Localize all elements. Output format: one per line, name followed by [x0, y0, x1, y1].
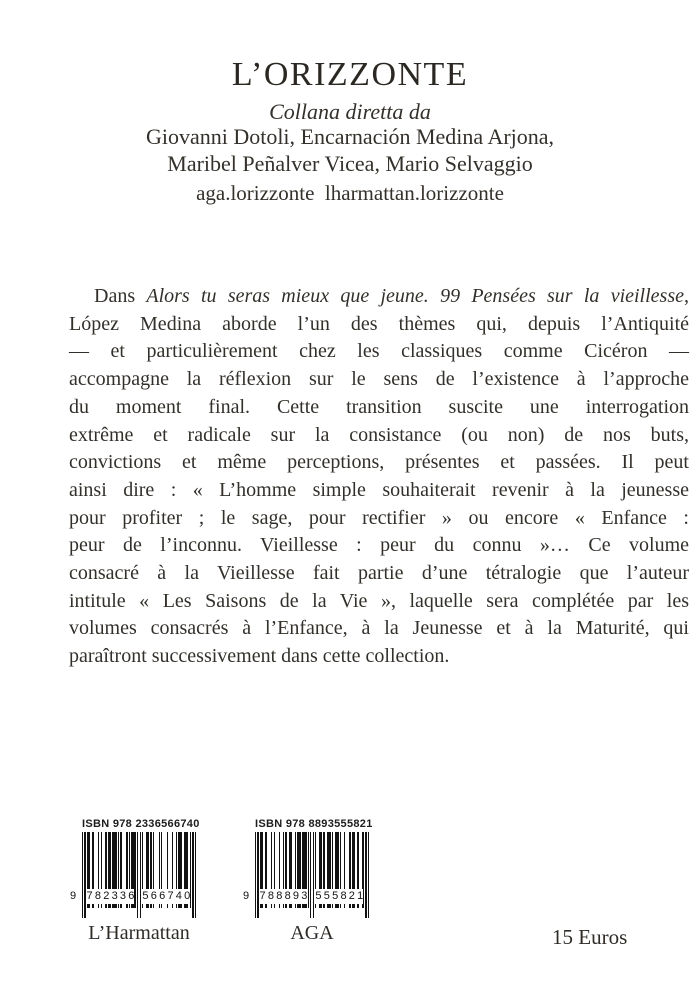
ean-digit-group-right — [142, 889, 190, 904]
editors-line-1: Giovanni Dotoli, Encarnación Medina Arjona, — [145, 124, 555, 149]
blurb-line: convictions et même perceptions, présentes et passées. Il peut — [69, 451, 689, 474]
blurb-text-run: , — [684, 285, 689, 307]
ean-digit-prefix: 9 — [243, 890, 250, 902]
isbn-label: ISBN 978 2336566740 — [82, 818, 200, 830]
ean-digit: 3 — [119, 890, 127, 902]
barcode-block-harmattan — [70, 818, 200, 950]
isbn-label: ISBN 978 8893555821 — [255, 818, 373, 830]
barcode-bar — [137, 832, 138, 918]
blurb-line — [69, 283, 689, 311]
ean-digit: 5 — [315, 890, 322, 902]
blurb-line: paraîtront successivement dans cette collection. — [69, 645, 450, 668]
blurb-line: López Medina aborde l’un des thèmes qui, depuis l’Antiquité — [69, 312, 689, 335]
ean-digit: 8 — [267, 890, 275, 902]
ean-digit: 4 — [175, 890, 182, 902]
ean-digit: 5 — [332, 890, 339, 902]
barcode-block-aga — [243, 818, 373, 950]
barcode-bar — [310, 832, 311, 918]
blurb-line: peur de l’inconnu. Vieillesse : peur du connu »… Ce volume — [69, 534, 689, 557]
blurb-text-run: Dans — [94, 285, 147, 307]
ean-digit: 7 — [167, 890, 174, 902]
barcode-bar — [313, 832, 314, 918]
barcode-bar — [365, 832, 366, 918]
ean-digit-group-right — [315, 889, 363, 904]
barcode-bar — [82, 832, 83, 918]
ean-digit: 2 — [348, 890, 355, 902]
ean-digit-group-left — [87, 889, 135, 904]
barcode-bar — [195, 832, 196, 918]
ean-digit: 0 — [184, 890, 191, 902]
blurb-line: consacré à la Vieillesse fait partie d’une tétralogie que l’auteur — [69, 562, 689, 585]
ean-digit: 8 — [284, 890, 291, 902]
editors-line-2: Maribel Peñalver Vicea, Mario Selvaggio — [167, 151, 533, 176]
barcode-bar — [192, 832, 193, 918]
ean-digit: 8 — [94, 890, 102, 902]
series-websites: aga.lorizzonte lharmattan.lorizzonte — [196, 181, 504, 205]
blurb-line: volumes consacrés à l’Enfance, à la Jeunesse et à la Maturité, qui — [69, 617, 689, 640]
price-label: 15 Euros — [552, 925, 628, 949]
publisher-label: AGA — [290, 922, 334, 944]
blurb-paragraph — [69, 283, 689, 671]
ean-digit-prefix: 9 — [70, 890, 77, 902]
ean-digit: 3 — [301, 890, 308, 902]
ean-digit-group-left — [260, 889, 308, 904]
barcode-bar — [255, 832, 256, 918]
ean-digit: 2 — [103, 890, 110, 902]
ean-barcode-bars — [255, 832, 369, 918]
ean-barcode-bars — [82, 832, 196, 918]
ean-digit: 8 — [340, 890, 347, 902]
ean-digit: 5 — [142, 890, 149, 902]
ean-digit: 9 — [292, 890, 300, 902]
ean-digit: 6 — [150, 890, 157, 902]
blurb-line: du moment final. Cette transition suscite une interrogation — [69, 395, 689, 418]
barcode-bar — [308, 832, 309, 908]
ean-digit: 6 — [159, 890, 166, 902]
blurb-line: extrême et radicale sur la consistance (ou non) de nos buts, — [69, 423, 689, 446]
blurb-line: pour profiter ; le sage, pour rectifier » ou encore « Enfance : — [69, 506, 689, 529]
publisher-label: L’Harmattan — [88, 922, 190, 944]
ean-digit: 7 — [259, 890, 266, 902]
barcode-bar — [140, 832, 141, 918]
ean-digit: 7 — [86, 890, 93, 902]
blurb-book-title: Alors tu seras mieux que jeune. 99 Pensées sur la vieillesse — [146, 285, 684, 307]
blurb-line: intitule « Les Saisons de la Vie », laquelle sera complétée par les — [69, 589, 689, 612]
series-title: L’ORIZZONTE — [231, 56, 469, 93]
ean-digit: 1 — [357, 890, 364, 902]
barcode-bar — [257, 832, 258, 918]
ean-digit: 3 — [111, 890, 118, 902]
barcode-bar — [368, 832, 369, 918]
ean-digit: 6 — [128, 890, 135, 902]
series-subtitle: Collana diretta da — [269, 99, 431, 124]
ean-digit: 8 — [276, 890, 283, 902]
barcode-bar — [84, 832, 85, 918]
blurb-line: ainsi dire : « L’homme simple souhaiterait revenir à la jeunesse — [69, 478, 689, 501]
ean-digit: 5 — [323, 890, 330, 902]
blurb-line: — et particulièrement chez les classiques comme Cicéron — — [69, 340, 689, 363]
blurb-line: accompagne la réflexion sur le sens de l’existence à l’approche — [69, 368, 689, 391]
